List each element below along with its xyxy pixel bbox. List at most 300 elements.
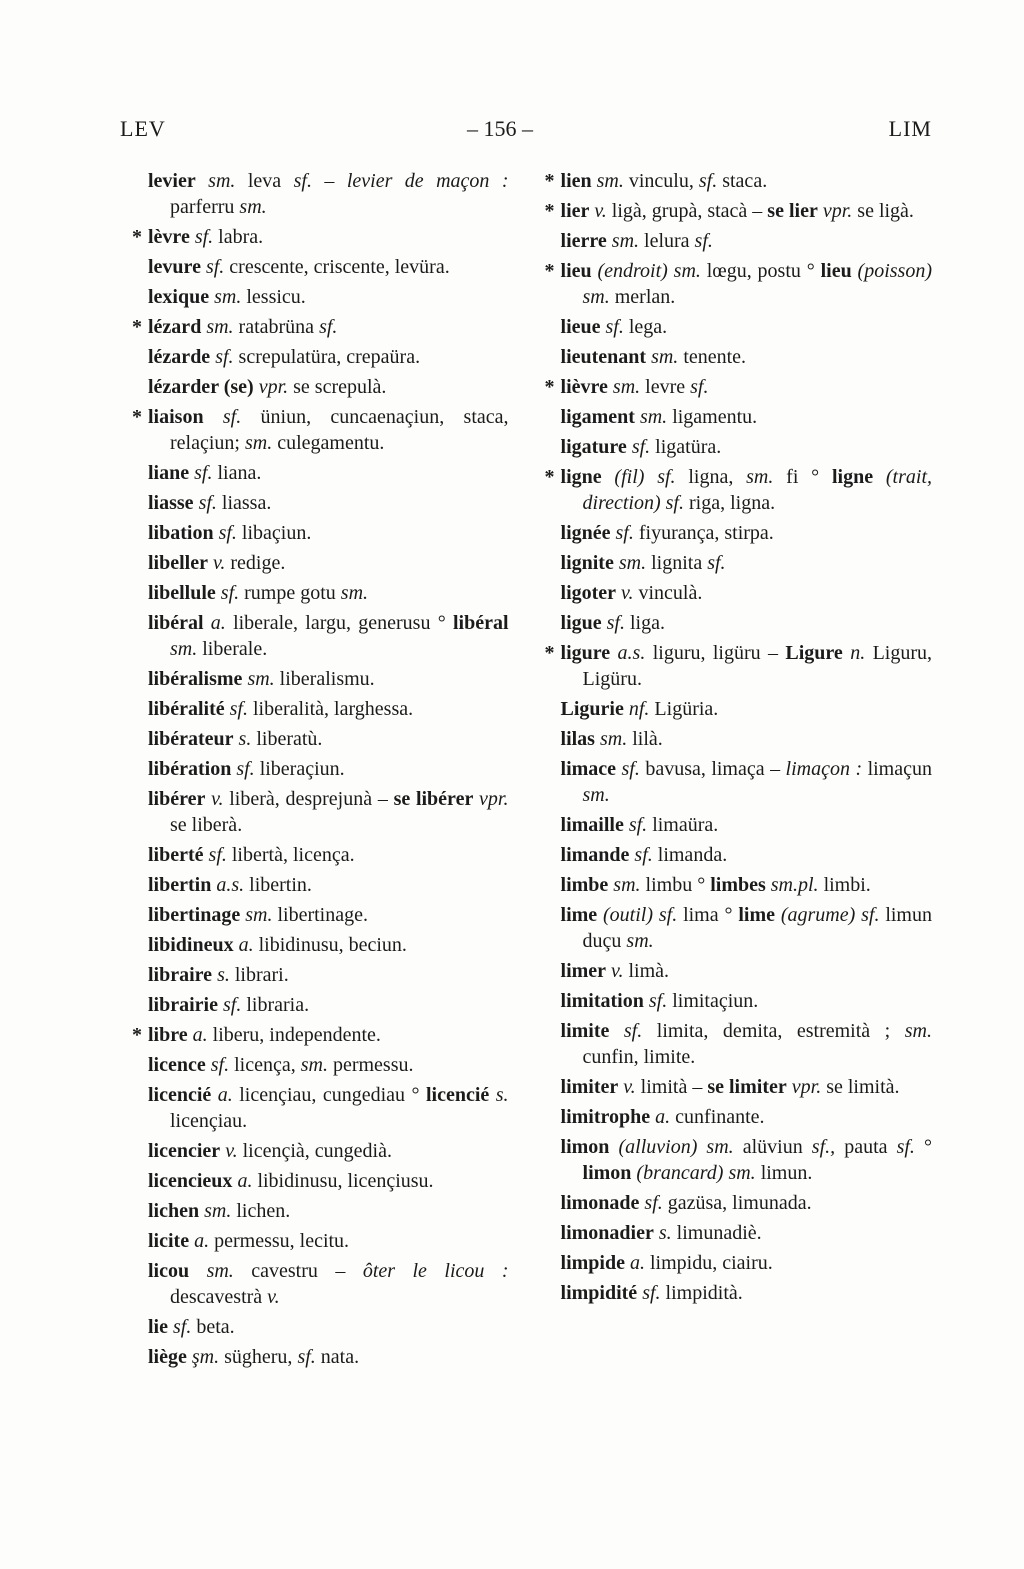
translation-text: limanda.: [652, 844, 728, 866]
dictionary-entry: [544, 198, 932, 224]
part-of-speech-label: sm.: [646, 346, 679, 368]
dictionary-entry: [561, 958, 932, 984]
translation-text: se liberà.: [170, 814, 243, 836]
part-of-speech-label: sf.: [297, 1346, 316, 1368]
part-of-speech-label: sf.: [189, 226, 214, 248]
dictionary-entry: [561, 314, 932, 340]
part-of-speech-label: sm.: [300, 1054, 328, 1076]
translation-text: pauta: [835, 1136, 897, 1158]
dictionary-entry: [544, 258, 932, 310]
translation-text: tenente.: [678, 346, 747, 368]
part-of-speech-label: sf.: [698, 170, 718, 192]
headword: lieu: [560, 260, 592, 282]
part-of-speech-label: sm.: [582, 286, 610, 308]
example-phrase: (alluvion): [609, 1136, 698, 1158]
part-of-speech-label: a.: [624, 1252, 645, 1274]
dictionary-entry: [148, 726, 509, 752]
part-of-speech-label: v.: [205, 788, 224, 810]
headword: libraire: [148, 964, 213, 986]
translation-text: se ligà.: [852, 200, 914, 222]
headword: libation: [148, 522, 214, 544]
translation-text: –: [311, 170, 347, 192]
part-of-speech-label: v.: [207, 552, 226, 574]
dictionary-entry: [148, 1052, 509, 1078]
headword: limbe: [560, 874, 609, 896]
headword: Ligurie: [560, 698, 624, 720]
translation-text: nata.: [315, 1346, 360, 1368]
part-of-speech-label: sm.: [667, 260, 701, 282]
dictionary-entry: [561, 1250, 932, 1276]
example-phrase: limaçon :: [785, 758, 863, 780]
headword: liane: [148, 462, 190, 484]
headword: lime: [738, 904, 775, 926]
part-of-speech-label: sf.: [193, 492, 217, 514]
part-of-speech-label: sf.: [215, 582, 240, 604]
star-marker: *: [544, 200, 555, 222]
translation-text: se limità.: [821, 1076, 900, 1098]
part-of-speech-label: sf.: [855, 904, 880, 926]
part-of-speech-label: a.: [233, 934, 254, 956]
translation-text: permessu, lecitu.: [209, 1230, 350, 1252]
part-of-speech-label: a.: [211, 1084, 233, 1106]
part-of-speech-label: sm.: [606, 230, 640, 252]
headword: limace: [560, 758, 617, 780]
translation-text: ligamentu.: [667, 406, 758, 428]
part-of-speech-label: sf.: [293, 170, 312, 192]
translation-text: liberalismu.: [274, 668, 375, 690]
translation-text: labra.: [213, 226, 264, 248]
part-of-speech-label: sf.: [203, 406, 242, 428]
translation-text: se screpulà.: [288, 376, 387, 398]
dictionary-entry: [561, 1134, 932, 1186]
part-of-speech-label: sf.: [653, 904, 678, 926]
translation-text: limpidu, ciairu.: [644, 1252, 773, 1274]
headword: limpidité: [560, 1282, 638, 1304]
part-of-speech-label: sm.: [608, 874, 641, 896]
part-of-speech-label: a.: [203, 612, 226, 634]
translation-text: Ligüria.: [649, 698, 719, 720]
translation-text: staca.: [717, 170, 768, 192]
headword: ligature: [560, 436, 627, 458]
translation-text: lega.: [623, 316, 668, 338]
dictionary-entry: [148, 1082, 509, 1134]
headword: ligoter: [560, 582, 617, 604]
headword: limbes: [710, 874, 766, 896]
translation-text: limun.: [755, 1162, 813, 1184]
part-of-speech-label: sf.: [626, 436, 651, 458]
star-marker: *: [544, 466, 555, 488]
part-of-speech-label: vpr.: [786, 1076, 822, 1098]
headword: libéral: [148, 612, 204, 634]
translation-text: gazüsa, limunada.: [662, 1192, 812, 1214]
headword: lézarde: [148, 346, 211, 368]
translation-text: limitaçiun.: [667, 990, 759, 1012]
part-of-speech-label: sf.: [660, 492, 684, 514]
dictionary-entry: [544, 374, 932, 400]
translation-text: screpulatüra, crepaüra.: [233, 346, 421, 368]
dictionary-entry: [148, 932, 509, 958]
dictionary-entry: [148, 872, 509, 898]
star-marker: *: [544, 260, 555, 282]
headword: se lier: [767, 200, 818, 222]
translation-text: lessicu.: [241, 286, 306, 308]
translation-text: limaçun: [862, 758, 932, 780]
translation-text: parferru: [170, 196, 240, 218]
translation-text: licençiau.: [170, 1110, 248, 1132]
part-of-speech-label: sf.: [629, 844, 653, 866]
headword: libertin: [148, 874, 212, 896]
part-of-speech-label: sf.: [168, 1316, 192, 1338]
part-of-speech-label: sf.: [224, 698, 248, 720]
translation-text: liana.: [212, 462, 262, 484]
headword: librairie: [148, 994, 218, 1016]
headword: ligure: [560, 642, 611, 664]
headword: licencié: [425, 1084, 490, 1106]
dictionary-entry: [561, 344, 932, 370]
dictionary-entry: [148, 1168, 509, 1194]
dictionary-entry: [561, 1190, 932, 1216]
headword: limon: [560, 1136, 610, 1158]
part-of-speech-label: sm.: [582, 784, 610, 806]
headword: lier: [560, 200, 590, 222]
dictionary-entry: [148, 1344, 509, 1370]
part-of-speech-label: sm.: [199, 1200, 232, 1222]
dictionary-entry: [561, 520, 932, 546]
example-phrase: (outil): [597, 904, 654, 926]
headword: lèvre: [148, 226, 190, 248]
translation-text: libertin.: [244, 874, 312, 896]
example-phrase: (endroit): [591, 260, 668, 282]
translation-text: limita, demita, estremità ;: [642, 1020, 905, 1042]
translation-text: lœgu, postu °: [700, 260, 821, 282]
headword: libertinage: [148, 904, 241, 926]
translation-text: crescente, criscente, levüra.: [224, 256, 450, 278]
headword: lièvre: [560, 376, 608, 398]
translation-text: liga.: [624, 612, 665, 634]
page-number: – 156 –: [467, 116, 533, 141]
headword: Ligure: [785, 642, 843, 664]
example-phrase: ôter le licou :: [362, 1260, 509, 1282]
headword: ligament: [560, 406, 635, 428]
text-columns: [132, 168, 933, 1374]
translation-text: limun duçu: [582, 904, 932, 952]
translation-text: redige.: [225, 552, 286, 574]
translation-text: licençiau, cungediau °: [232, 1084, 426, 1106]
translation-text: liguru, ligüru –: [645, 642, 786, 664]
headword: libre: [148, 1024, 188, 1046]
headword: limer: [560, 960, 607, 982]
translation-text: librari.: [229, 964, 289, 986]
part-of-speech-label: a.: [650, 1106, 671, 1128]
dictionary-entry: [132, 224, 509, 250]
part-of-speech-label: s.: [212, 964, 230, 986]
part-of-speech-label: sf.: [213, 522, 237, 544]
headword: libérateur: [148, 728, 234, 750]
translation-text: sügheru,: [219, 1346, 298, 1368]
part-of-speech-label: sf.: [203, 844, 227, 866]
star-marker: *: [132, 226, 142, 248]
headword: limitrophe: [560, 1106, 651, 1128]
dictionary-entry: [561, 872, 932, 898]
part-of-speech-label: şm.: [186, 1346, 220, 1368]
header-guide-word-left: LEV: [120, 116, 166, 141]
part-of-speech-label: sf.: [231, 758, 255, 780]
dictionary-entry: [148, 168, 509, 220]
headword: libérer: [148, 788, 206, 810]
part-of-speech-label: sf.: [694, 230, 713, 252]
dictionary-entry: [544, 640, 933, 692]
part-of-speech-label: sf.: [639, 1192, 663, 1214]
translation-text: libertinage.: [272, 904, 368, 926]
headword: se libérer: [393, 788, 474, 810]
star-marker: *: [132, 1024, 142, 1046]
dictionary-entry: [561, 756, 932, 808]
dictionary-entry: [148, 756, 509, 782]
translation-text: limbi.: [818, 874, 871, 896]
part-of-speech-label: a.: [232, 1170, 253, 1192]
part-of-speech-label: sf.: [610, 522, 634, 544]
part-of-speech-label: v.: [616, 582, 634, 604]
part-of-speech-label: vpr.: [473, 788, 509, 810]
translation-text: ligà, grupà, stacà –: [606, 200, 768, 222]
headword: lime: [560, 904, 598, 926]
headword: levier: [148, 170, 196, 192]
headword: lieutenant: [560, 346, 647, 368]
part-of-speech-label: sf.: [609, 1020, 643, 1042]
part-of-speech-label: sm.pl.: [765, 874, 819, 896]
part-of-speech-label: sm.: [189, 1260, 234, 1282]
headword: licence: [148, 1054, 206, 1076]
translation-text: libidinusu, beciun.: [253, 934, 407, 956]
headword: lignite: [560, 552, 614, 574]
translation-text: lichen.: [231, 1200, 291, 1222]
headword: lieu: [820, 260, 852, 282]
translation-text: °: [914, 1136, 932, 1158]
headword: licite: [148, 1230, 190, 1252]
dictionary-entry: [561, 1220, 932, 1246]
part-of-speech-label: sm.: [904, 1020, 932, 1042]
dictionary-entry: [561, 1104, 932, 1130]
star-marker: *: [132, 406, 142, 428]
translation-text: merlan.: [609, 286, 676, 308]
dictionary-entry: [148, 1258, 509, 1310]
translation-text: limà.: [623, 960, 669, 982]
dictionary-entry: [148, 666, 509, 692]
headword: limonadier: [560, 1222, 654, 1244]
part-of-speech-label: n.: [842, 642, 866, 664]
translation-text: lelura: [639, 230, 695, 252]
dictionary-entry: [148, 1228, 509, 1254]
dictionary-entry: [561, 610, 932, 636]
translation-text: libertà, licença.: [226, 844, 355, 866]
headword: lien: [560, 170, 592, 192]
translation-text: libraria.: [241, 994, 310, 1016]
part-of-speech-label: sm.: [195, 170, 236, 192]
translation-text: limbu °: [640, 874, 711, 896]
dictionary-entry: [132, 404, 509, 456]
part-of-speech-label: a.: [189, 1230, 210, 1252]
part-of-speech-label: sm.: [723, 1162, 756, 1184]
dictionary-entry: [148, 520, 509, 546]
dictionary-entry: [148, 1314, 509, 1340]
headword: licencier: [148, 1140, 221, 1162]
part-of-speech-label: sf.: [637, 1282, 661, 1304]
translation-text: permessu.: [327, 1054, 414, 1076]
translation-text: fiyurança, stirpa.: [633, 522, 774, 544]
star-marker: *: [132, 316, 142, 338]
headword: limiter: [560, 1076, 619, 1098]
part-of-speech-label: sm.: [626, 930, 654, 952]
translation-text: cavestru –: [233, 1260, 363, 1282]
part-of-speech-label: v.: [618, 1076, 636, 1098]
part-of-speech-label: a.: [187, 1024, 208, 1046]
dictionary-entry: [148, 786, 509, 838]
translation-text: üniun, cuncaenaçiun, staca, relaçiun;: [170, 406, 509, 454]
headword: libération: [148, 758, 232, 780]
part-of-speech-label: sf.: [200, 256, 225, 278]
dictionary-entry: [561, 404, 932, 430]
translation-text: riga, ligna.: [683, 492, 776, 514]
part-of-speech-label: sf.: [189, 462, 213, 484]
translation-text: licençià, cungedià.: [237, 1140, 392, 1162]
headword: se limiter: [707, 1076, 787, 1098]
part-of-speech-label: vpr.: [817, 200, 853, 222]
headword: licou: [148, 1260, 190, 1282]
headword: lexique: [148, 286, 210, 308]
headword: libidineux: [148, 934, 234, 956]
part-of-speech-label: sm.: [340, 582, 369, 604]
dictionary-entry: [561, 1018, 932, 1070]
translation-text: alüviun: [733, 1136, 812, 1158]
translation-text: beta.: [191, 1316, 235, 1338]
headword: lilas: [560, 728, 595, 750]
translation-text: bavusa, limaça –: [639, 758, 786, 780]
part-of-speech-label: v.: [267, 1286, 280, 1308]
dictionary-entry: [561, 1280, 932, 1306]
star-marker: *: [544, 170, 555, 192]
translation-text: liberale, largu, generusu °: [225, 612, 453, 634]
translation-text: libaçiun.: [236, 522, 312, 544]
dictionary-column-left: [132, 168, 509, 1374]
translation-text: limaüra.: [647, 814, 719, 836]
dictionary-entry: [561, 580, 932, 606]
part-of-speech-label: sm.: [746, 466, 774, 488]
part-of-speech-label: sf.: [707, 552, 726, 574]
headword: ligne: [831, 466, 874, 488]
example-phrase: (brancard): [631, 1162, 724, 1184]
dictionary-column-right: [544, 168, 933, 1374]
dictionary-entry: [561, 842, 932, 868]
part-of-speech-label: a.s.: [610, 642, 646, 664]
headword: lierre: [560, 230, 607, 252]
part-of-speech-label: vpr.: [253, 376, 289, 398]
translation-text: liberatù.: [251, 728, 323, 750]
headword: limaille: [560, 814, 624, 836]
dictionary-entry: [561, 812, 932, 838]
headword: libellule: [148, 582, 216, 604]
part-of-speech-label: sf.: [616, 758, 640, 780]
star-marker: *: [544, 376, 555, 398]
part-of-speech-label: sf.: [319, 316, 338, 338]
translation-text: licença,: [229, 1054, 301, 1076]
translation-text: liassa.: [216, 492, 272, 514]
dictionary-entry: [148, 610, 509, 662]
headword: levure: [148, 256, 201, 278]
headword: limonade: [560, 1192, 640, 1214]
part-of-speech-label: s.: [233, 728, 252, 750]
translation-text: lilà.: [627, 728, 663, 750]
translation-text: fi °: [773, 466, 832, 488]
translation-text: liberale.: [197, 638, 268, 660]
translation-text: liberalità, larghessa.: [247, 698, 414, 720]
dictionary-entry: [132, 314, 509, 340]
dictionary-entry: [561, 726, 932, 752]
translation-text: rumpe gotu: [239, 582, 341, 604]
headword: ligue: [560, 612, 602, 634]
dictionary-entry: [148, 284, 509, 310]
part-of-speech-label: nf.: [623, 698, 650, 720]
headword: lézarder (se): [148, 376, 254, 398]
part-of-speech-label: v.: [220, 1140, 238, 1162]
dictionary-entry: [561, 550, 932, 576]
part-of-speech-label: sm.: [240, 904, 273, 926]
translation-text: lignita: [646, 552, 708, 574]
example-phrase: (fil): [601, 466, 645, 488]
dictionary-entry: [148, 490, 509, 516]
dictionary-entry: [132, 1022, 509, 1048]
translation-text: Liguru, Ligüru.: [582, 642, 933, 690]
part-of-speech-label: sm.: [591, 170, 624, 192]
translation-text: libidinusu, licençiusu.: [252, 1170, 434, 1192]
translation-text: liberu, independente.: [207, 1024, 381, 1046]
part-of-speech-label: sf.: [205, 1054, 230, 1076]
dictionary-entry: [561, 1074, 932, 1100]
translation-text: cunfin, limite.: [582, 1046, 696, 1068]
headword: lignée: [560, 522, 611, 544]
part-of-speech-label: sm.: [170, 638, 198, 660]
part-of-speech-label: sf.: [623, 814, 648, 836]
translation-text: descavestrà: [170, 1286, 268, 1308]
headword: ligne: [560, 466, 602, 488]
dictionary-entry: [148, 580, 509, 606]
dictionary-entry: [148, 460, 509, 486]
example-phrase: (agrume): [774, 904, 856, 926]
translation-text: levre: [640, 376, 691, 398]
dictionary-entry: [148, 902, 509, 928]
dictionary-entry: [148, 696, 509, 722]
dictionary-entry: [561, 902, 932, 954]
dictionary-entry: [148, 962, 509, 988]
page-header: [120, 116, 932, 142]
part-of-speech-label: sf.: [643, 990, 668, 1012]
dictionary-entry: [148, 842, 509, 868]
headword: libéralité: [148, 698, 225, 720]
part-of-speech-label: sf.,: [811, 1136, 836, 1158]
headword: lieue: [560, 316, 601, 338]
headword: limite: [560, 1020, 610, 1042]
part-of-speech-label: sf.: [210, 346, 234, 368]
headword: limitation: [560, 990, 644, 1012]
part-of-speech-label: sm.: [244, 432, 273, 454]
translation-text: liberaçiun.: [254, 758, 345, 780]
headword: liège: [148, 1346, 187, 1368]
dictionary-entry: [148, 254, 509, 280]
translation-text: lima °: [677, 904, 739, 926]
headword: liasse: [148, 492, 194, 514]
dictionary-entry: [561, 696, 932, 722]
headword: licencié: [148, 1084, 212, 1106]
part-of-speech-label: sf.: [690, 376, 709, 398]
